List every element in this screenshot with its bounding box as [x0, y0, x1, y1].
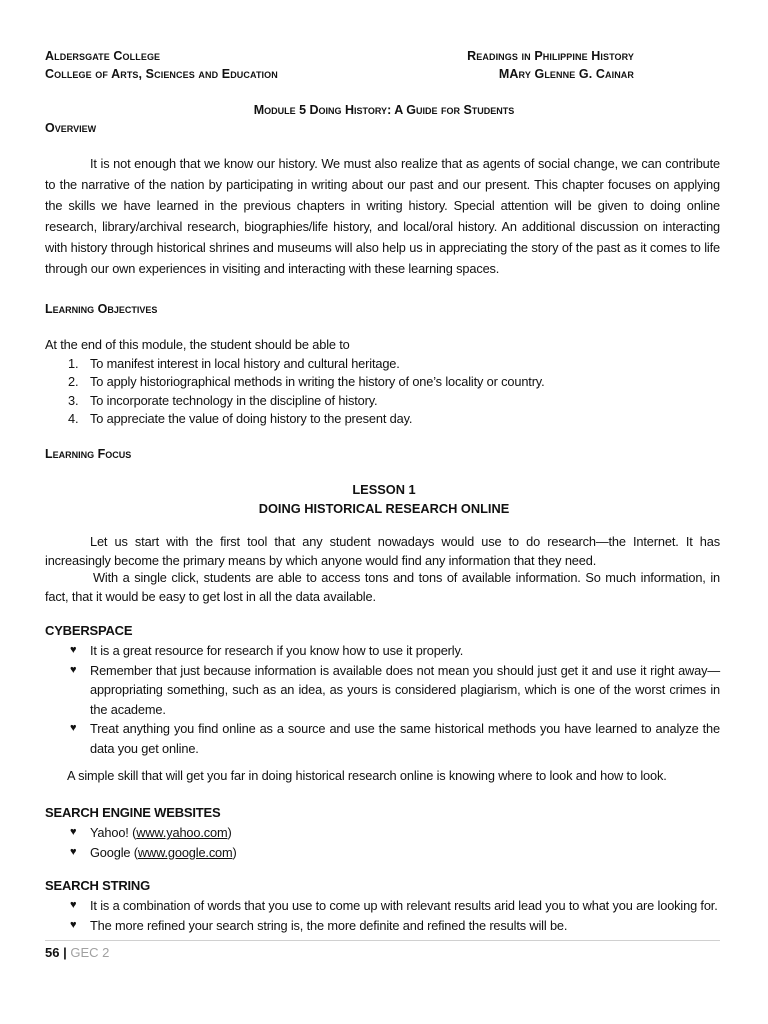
- item-number: 2.: [68, 374, 79, 390]
- module-title: Module 5 Doing History: A Guide for Students: [253, 103, 515, 117]
- item-number: 4.: [68, 410, 79, 426]
- bullet-text: Remember that just because information is available does not mean you should just get it and use it right away—appropriating something, such as an idea, as yours is considered plagiarism, which is one of the worst crimes in the academe.: [90, 662, 720, 717]
- heart-icon: ♥: [70, 918, 77, 931]
- footer-divider: [45, 940, 720, 941]
- bullet-text: It is a great resource for research if you know how to use it properly.: [90, 643, 464, 658]
- list-item: [45, 373, 720, 391]
- heart-icon: ♥: [70, 663, 77, 676]
- google-link[interactable]: www.google.com: [137, 844, 233, 860]
- objectives-intro: At the end of this module, the student should be able to: [45, 337, 350, 352]
- heart-icon: ♥: [70, 899, 77, 911]
- item-text: To appreciate the value of doing history to the present day.: [90, 410, 413, 426]
- list-item: [45, 661, 720, 720]
- search-string-list: [45, 896, 720, 935]
- list-item: [45, 719, 720, 758]
- page-number: 56: [45, 945, 60, 960]
- page-footer: [45, 945, 109, 960]
- cyberspace-closing: A simple skill that will get you far in doing historical research online is knowing where to look and how to look.: [67, 768, 667, 783]
- objectives-heading: Learning Objectives: [45, 302, 158, 316]
- college-name: College of Arts, Sciences and Education: [45, 67, 278, 81]
- search-engines-heading: SEARCH ENGINE WEBSITES: [45, 805, 221, 820]
- course-title: Readings in Philippine History: [467, 49, 634, 63]
- bullet-text: The more refined your search string is, the more definite and refined the results will be.: [90, 917, 568, 933]
- focus-paragraph-1: Let us start with the first tool that any student nowadays would use to do research—the Internet. It has increasingly become the primary means by which anyone would find any information that they need.: [45, 534, 720, 568]
- institution-name: Aldersgate College: [45, 49, 161, 63]
- cyberspace-heading: CYBERSPACE: [45, 623, 133, 638]
- overview-paragraph: It is not enough that we know our history. We must also realize that as agents of social change, we can contribute to the narrative of the nation by participating in writing about our past and our present. This chapter focuses on applying the skills we have learned in the previous chapters in writing history. Special attention will be given to doing online research, library/archival research, biographies/life history, and local/oral history. An additional discussion on interacting with history through historical shrines and museums will also help us in appreciating the story of the past as it comes to life through our own experiences in visiting and interacting with these learning spaces.: [45, 156, 720, 276]
- lesson-title: DOING HISTORICAL RESEARCH ONLINE: [258, 501, 510, 516]
- objectives-list: [45, 355, 720, 428]
- list-item: [45, 355, 720, 373]
- footer-separator: |: [63, 945, 67, 960]
- item-number: 1.: [68, 356, 79, 371]
- focus-paragraph-2: With a single click, students are able to access tons and tons of available information. So much information, in fact, that it would be easy to get lost in all the data available.: [45, 570, 720, 604]
- heart-icon: ♥: [70, 845, 77, 858]
- author-name: MAry Glenne G. Cainar: [498, 67, 634, 81]
- engine-name: Google: [90, 844, 131, 860]
- yahoo-link[interactable]: www.yahoo.com: [136, 825, 228, 840]
- cyberspace-list: [45, 641, 720, 758]
- heart-icon: ♥: [70, 722, 77, 734]
- list-item: [45, 410, 720, 428]
- focus-heading: Learning Focus: [45, 447, 132, 461]
- item-text: To incorporate technology in the discipline of history.: [90, 392, 378, 408]
- item-text: To manifest interest in local history and cultural heritage.: [90, 356, 400, 371]
- search-string-heading: SEARCH STRING: [45, 878, 151, 893]
- heart-icon: ♥: [70, 644, 77, 656]
- engine-name: Yahoo!: [90, 825, 129, 840]
- bullet-text: Treat anything you find online as a source and use the same historical methods you have learned to analyze the data you get online.: [90, 721, 720, 756]
- heart-icon: ♥: [70, 826, 77, 838]
- list-item: ♥ Yahoo! (www.yahoo.com): [45, 823, 720, 843]
- search-engines-list: [45, 823, 720, 862]
- item-number: 3.: [68, 392, 79, 408]
- list-item: [45, 392, 720, 410]
- list-item: [45, 641, 720, 661]
- list-item: ♥ Google (www.google.com): [45, 843, 720, 863]
- lesson-label: LESSON 1: [352, 482, 416, 497]
- list-item: [45, 916, 720, 936]
- list-item: [45, 896, 720, 916]
- footer-course: GEC 2: [70, 945, 110, 960]
- bullet-text: It is a combination of words that you use to come up with relevant results arid lead you to what you are looking for.: [90, 898, 718, 913]
- item-text: To apply historiographical methods in writing the history of one’s locality or country.: [90, 374, 545, 390]
- overview-heading: Overview: [45, 121, 97, 135]
